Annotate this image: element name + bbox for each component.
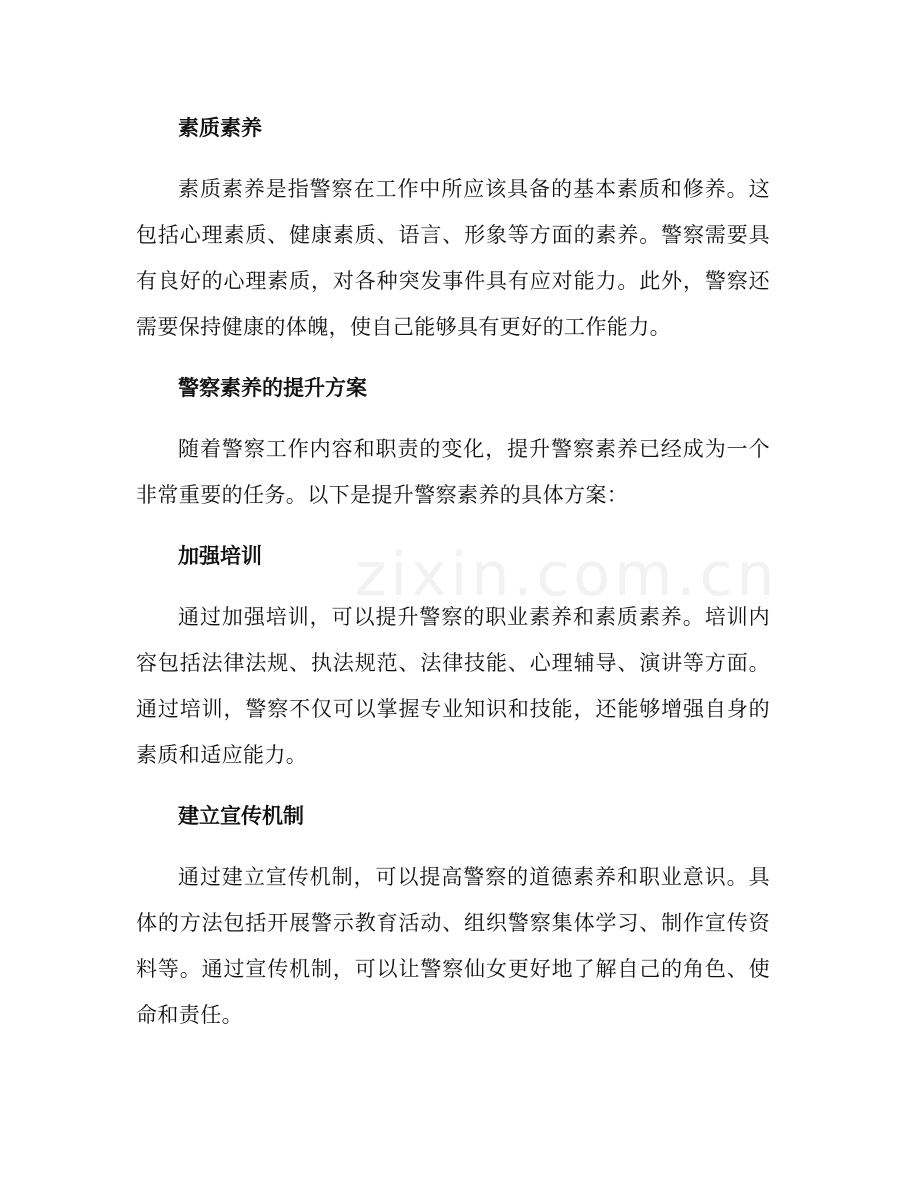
section-heading: 警察素养的提升方案 — [178, 376, 367, 400]
document-body — [136, 106, 770, 1038]
section-paragraph: 通过建立宣传机制，可以提高警察的道德素养和职业意识。具体的方法包括开展警示教育活动、组织警察集体学习、制作宣传资料等。通过宣传机制，可以让警察仙女更好地了解自己的角色、使命和责任。 — [136, 865, 770, 1027]
section-heading: 素质素养 — [178, 116, 262, 140]
section-paragraph: 随着警察工作内容和职责的变化，提升警察素养已经成为一个非常重要的任务。以下是提升警察素养的具体方案： — [136, 437, 770, 507]
section-paragraph: 通过加强培训，可以提升警察的职业素养和素质素养。培训内容包括法律法规、执法规范、法律技能、心理辅导、演讲等方面。通过培训，警察不仅可以掌握专业知识和技能，还能够增强自身的素质和适应能力。 — [136, 605, 770, 767]
section-paragraph: 素质素养是指警察在工作中所应该具备的基本素质和修养。这包括心理素质、健康素质、语言、形象等方面的素养。警察需要具有良好的心理素质，对各种突发事件具有应对能力。此外，警察还需要保持健康的体魄，使自己能够具有更好的工作能力。 — [136, 177, 770, 339]
watermark: zixin.com.cn — [355, 540, 779, 610]
section-heading: 建立宣传机制 — [178, 804, 304, 828]
section-heading: 加强培训 — [178, 544, 262, 568]
